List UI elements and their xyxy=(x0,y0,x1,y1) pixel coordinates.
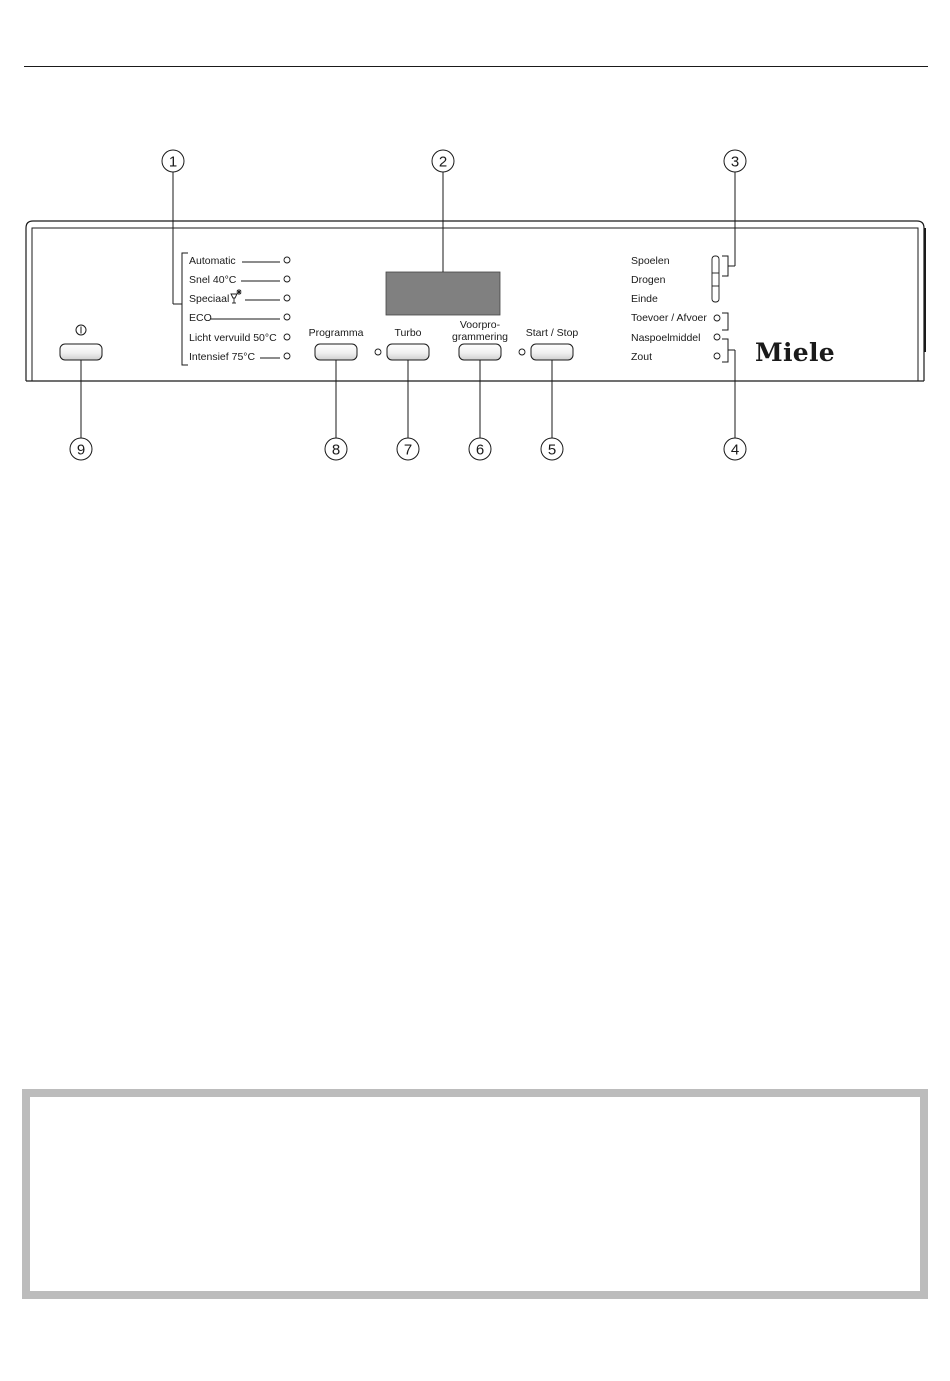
refill-led-zout xyxy=(714,353,720,359)
svg-text:6: 6 xyxy=(475,441,485,459)
svg-text:3: 3 xyxy=(730,153,740,171)
program-bracket xyxy=(182,253,188,365)
refill-label-toevoer-afvoer: Toevoer / Afvoer xyxy=(631,312,707,324)
status-indicator xyxy=(712,256,719,302)
status-label-einde: Einde xyxy=(631,293,658,305)
brand-logo: Miele xyxy=(755,338,835,367)
glass-icon xyxy=(231,289,242,303)
callout-8 xyxy=(325,438,347,460)
program-led-snel xyxy=(284,276,290,282)
turbo-label: Turbo xyxy=(394,327,422,339)
note-box xyxy=(22,1089,928,1299)
callout-4 xyxy=(724,438,746,460)
refill-label-zout: Zout xyxy=(631,351,653,363)
svg-text:9: 9 xyxy=(76,441,86,459)
start-stop-led xyxy=(519,349,525,355)
program-label-speciaal: Speciaal xyxy=(189,293,230,305)
svg-text:2: 2 xyxy=(438,153,448,171)
program-led-intensief xyxy=(284,353,290,359)
status-label-spoelen: Spoelen xyxy=(631,255,670,267)
power-button[interactable] xyxy=(60,344,102,360)
control-panel-diagram xyxy=(0,0,950,480)
callout-7 xyxy=(397,438,419,460)
svg-text:5: 5 xyxy=(547,441,557,459)
program-list xyxy=(189,255,290,363)
power-icon xyxy=(76,325,86,335)
time-display xyxy=(386,272,500,315)
svg-text:1: 1 xyxy=(168,153,178,171)
refill-label-naspoelmiddel: Naspoelmiddel xyxy=(631,332,701,344)
voorprogrammering-label-line1: Voorpro- xyxy=(459,319,501,331)
svg-text:4: 4 xyxy=(730,441,740,459)
program-label-licht-vervuild: Licht vervuild 50°C xyxy=(189,332,277,344)
program-label-snel: Snel 40°C xyxy=(189,274,237,286)
turbo-led xyxy=(375,349,381,355)
status-bracket xyxy=(722,256,728,276)
svg-text:7: 7 xyxy=(403,441,413,459)
start-stop-button[interactable] xyxy=(531,344,573,360)
callout-5 xyxy=(541,438,563,460)
program-label-eco: ECO xyxy=(189,312,212,324)
status-label-drogen: Drogen xyxy=(631,274,666,286)
program-led-speciaal xyxy=(284,295,290,301)
refill-led-naspoelmiddel xyxy=(714,334,720,340)
start-stop-label: Start / Stop xyxy=(525,327,579,339)
refill-bracket-lower xyxy=(722,339,728,362)
refill-led-toevoer-afvoer xyxy=(714,315,720,321)
programma-label: Programma xyxy=(308,327,364,339)
refill-bracket-upper xyxy=(722,313,728,330)
svg-text:8: 8 xyxy=(331,441,341,459)
program-label-automatic: Automatic xyxy=(189,255,236,267)
callout-1 xyxy=(162,150,184,172)
program-led-eco xyxy=(284,314,290,320)
voorprogrammering-button[interactable] xyxy=(459,344,501,360)
turbo-button[interactable] xyxy=(387,344,429,360)
programma-button[interactable] xyxy=(315,344,357,360)
program-led-licht-vervuild xyxy=(284,334,290,340)
callout-2 xyxy=(432,150,454,172)
program-label-intensief: Intensief 75°C xyxy=(189,351,256,363)
voorprogrammering-label-line2: grammering xyxy=(451,331,509,343)
callout-9 xyxy=(70,438,92,460)
program-led-automatic xyxy=(284,257,290,263)
callout-6 xyxy=(469,438,491,460)
callout-3 xyxy=(724,150,746,172)
